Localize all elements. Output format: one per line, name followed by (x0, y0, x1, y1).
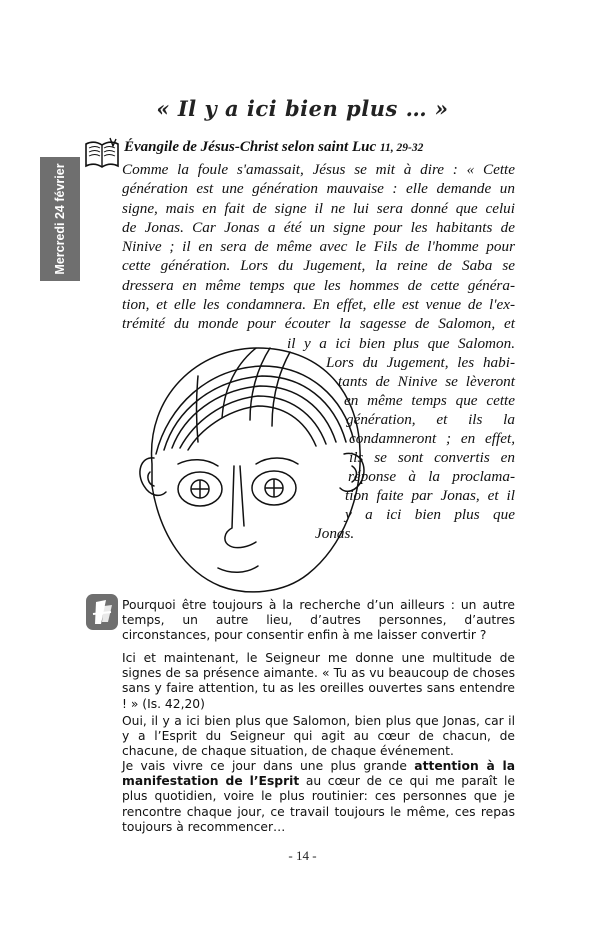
gospel-wrap-line (349, 448, 515, 467)
gospel-line: réponse à la proclama- (348, 468, 515, 485)
gospel-text (122, 160, 515, 334)
gospel-reference (124, 139, 423, 156)
gospel-line: génération, et ils la (346, 411, 515, 428)
gospel-wrap-line (346, 410, 515, 429)
page-number: - 14 - (288, 848, 317, 863)
gospel-line: Ninive ; il en sera de même avec le Fils de l'homme pour (122, 238, 515, 256)
gospel-wrap-line (348, 467, 515, 486)
gospel-line: condamneront ; en effet, (349, 430, 515, 447)
gospel-line: Lors du Jugement, les habi- (326, 354, 515, 371)
meditation-paragraph-1: Pourquoi être toujours à la recherche d’un ailleurs : un autre temps, un autre lieu, d’autres personnes, d’autres circonstances, pour consentir enfin à me laisser convertir ? (122, 598, 515, 643)
gospel-heading: Évangile de Jésus-Christ selon saint Luc (124, 139, 377, 155)
gospel-line: il y a ici bien plus que Salomon. (287, 335, 515, 352)
p4-emphasis: attention à la manifestation de l’Esprit (122, 759, 516, 789)
gospel-line: y a ici bien plus que (345, 506, 515, 523)
p4-text-end: au cœur de ce qui me paraît le plus quotidien, voire le plus routinier: ces personnes que je rencontre chaque jour, ce travail toujours le même, ces repas toujours à recommencer… (122, 774, 515, 834)
gospel-line: en même temps que cette (344, 392, 515, 409)
gospel-line: Jonas. (315, 525, 355, 542)
gospel-wrap-line (349, 429, 515, 448)
gospel-line: tion, et elle les condamnera. En effet, elle est venue de l'ex- (122, 296, 515, 314)
date-label: Mercredi 24 février (53, 163, 67, 275)
open-book-icon (84, 136, 120, 170)
p4-text-start: Je vais vivre ce jour dans une plus grande (122, 759, 415, 773)
gospel-wrap-line (345, 486, 515, 505)
meditation-paragraph-2: Ici et maintenant, le Seigneur me donne une multitude de signes de sa présence aimante. « Tu as vu beaucoup de choses sans y faire attention, tu as les oreilles ouvertes sans entendre ! » (Is. 42,20) (122, 651, 515, 711)
date-side-tab (40, 157, 80, 281)
gospel-line: tants de Ninive se lèveront (338, 373, 515, 390)
gospel-verses: 11, 29-32 (379, 142, 424, 154)
face-illustration (138, 346, 370, 596)
gospel-line: génération est une génération mauvaise : elle demande un (122, 180, 515, 198)
gospel-line: ils se sont convertis en (349, 449, 515, 466)
gospel-line: cette génération. Lors du Jugement, la reine de Saba se (122, 257, 515, 275)
meditation-icon (84, 592, 120, 632)
gospel-line: signe, mais en fait de signe il ne lui sera donné que celui (122, 199, 515, 217)
page-title: « Il y a ici bien plus … » (156, 96, 449, 121)
gospel-wrap-line (345, 505, 515, 524)
meditation-paragraph-3: Oui, il y a ici bien plus que Salomon, bien plus que Jonas, car il y a l’Esprit du Seigneur qui agit au cœur de chacun, de chacune, de chaque situation, de chaque événement. (122, 714, 515, 759)
meditation-paragraph-4 (122, 759, 515, 835)
gospel-line: tion faite par Jonas, et il (345, 487, 515, 504)
gospel-line: Comme la foule s'amassait, Jésus se mit à dire : « Cette (122, 161, 515, 178)
gospel-line: de Jonas. Car Jonas a été un signe pour les habitants de (122, 218, 515, 236)
gospel-line: dressera en même temps que les hommes de cette généra- (122, 276, 515, 294)
gospel-line: trémité du monde pour écouter la sagesse de Salomon, et (122, 315, 515, 333)
